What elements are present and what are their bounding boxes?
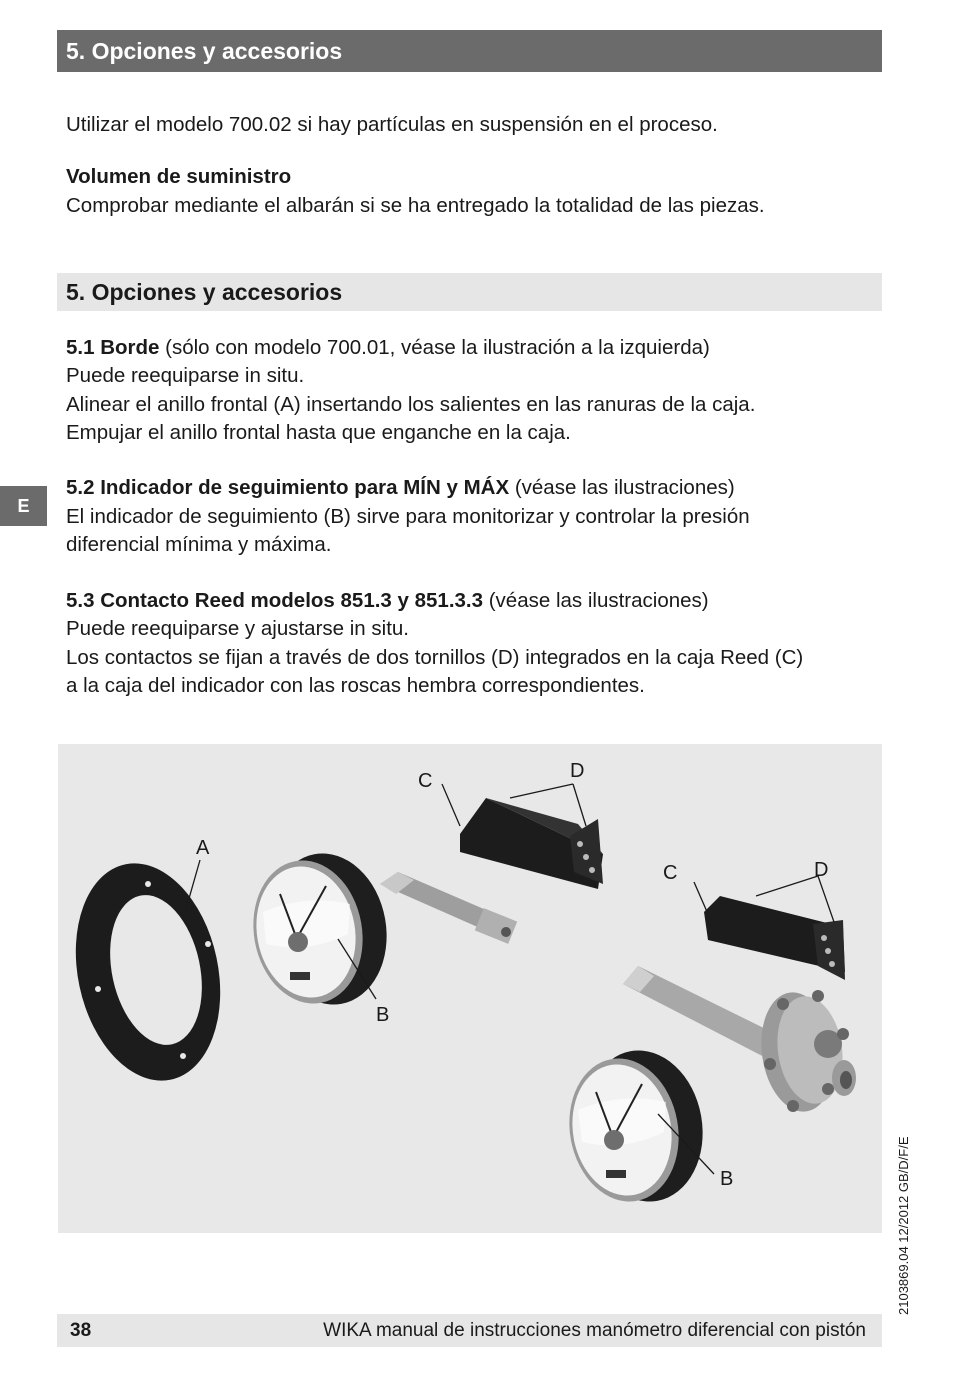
s1-line-2: Alinear el anillo frontal (A) insertando los salientes en las ranuras de la caja. — [66, 393, 756, 416]
s1-note: (sólo con modelo 700.01, véase la ilustración a la izquierda) — [159, 336, 710, 359]
intro-text: Utilizar el modelo 700.02 si hay partículas en suspensión en el proceso. — [66, 113, 718, 136]
document-code — [896, 1105, 916, 1315]
callout-d-top: D — [570, 760, 585, 782]
s2-note: (véase las ilustraciones) — [509, 476, 735, 499]
callout-d-right: D — [814, 859, 829, 881]
supply-heading — [66, 163, 291, 192]
callout-b-bottom: B — [720, 1168, 734, 1190]
accessories-illustration — [58, 744, 882, 1233]
supply-heading-text: Volumen de suministro — [66, 165, 292, 188]
callout-c-top: C — [418, 770, 433, 792]
s3-line-1: Puede reequiparse y ajustarse in situ. — [66, 617, 410, 640]
s2-line-2: diferencial mínima y máxima. — [66, 533, 332, 556]
s3-line-3: a la caja del indicador con las roscas hembra correspondientes. — [66, 674, 645, 697]
s3-note: (véase las ilustraciones) — [483, 589, 709, 612]
s1-heading-line — [66, 334, 710, 363]
s1-heading: 5.1 Borde — [66, 336, 160, 359]
section-title: 5. Opciones y accesorios — [57, 273, 882, 311]
gauge-top — [242, 844, 398, 1014]
document-code-text: 2103869.04 12/2012 GB/D/F/E — [896, 1136, 911, 1315]
page-number: 38 — [70, 1320, 92, 1341]
s2-line-1: El indicador de seguimiento (B) sirve para monitorizar y controlar la presión — [66, 505, 750, 528]
footer-title: WIKA manual de instrucciones manómetro diferencial con pistón — [323, 1320, 866, 1341]
illustration-drawing — [58, 744, 882, 1233]
s3-heading: 5.3 Contacto Reed modelos 851.3 y 851.3.3 — [66, 589, 484, 612]
language-tab: E — [0, 486, 47, 526]
s1-line-3: Empujar el anillo frontal hasta que enganche en la caja. — [66, 421, 571, 444]
connecting-pipe — [380, 872, 517, 944]
callout-a: A — [196, 837, 210, 859]
page-footer — [57, 1314, 882, 1347]
callout-b-top: B — [376, 1004, 390, 1026]
page-header-title: 5. Opciones y accesorios — [57, 30, 882, 72]
front-ring — [58, 850, 239, 1094]
s3-heading-line — [66, 587, 709, 616]
supply-text: Comprobar mediante el albarán si se ha entregado la totalidad de las piezas. — [66, 194, 765, 217]
s3-line-2: Los contactos se fijan a través de dos tornillos (D) integrados en la caja Reed (C) — [66, 646, 804, 669]
s2-heading: 5.2 Indicador de seguimiento para MÍN y MÁX — [66, 476, 510, 499]
callout-c-right: C — [663, 862, 678, 884]
reed-contact-box-right — [704, 896, 845, 980]
s1-line-1: Puede reequiparse in situ. — [66, 364, 305, 387]
gauge-bottom — [558, 1041, 714, 1211]
s2-heading-line — [66, 474, 735, 503]
